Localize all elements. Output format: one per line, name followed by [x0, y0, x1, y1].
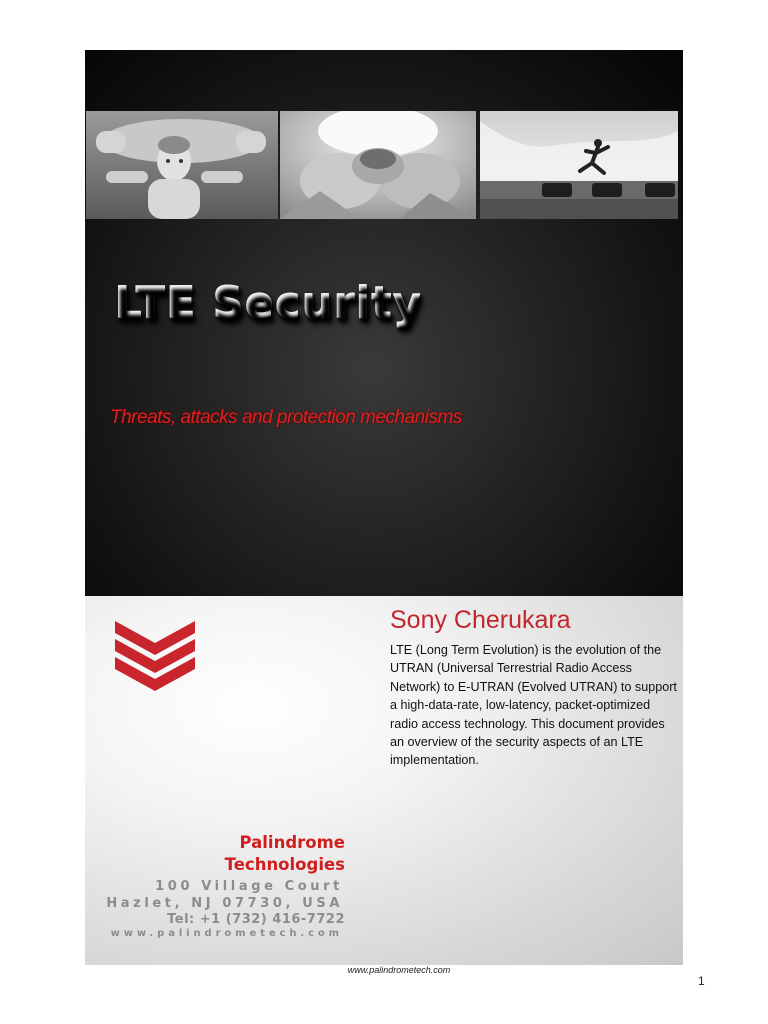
company-name	[125, 832, 345, 876]
photo-jumping-man	[480, 111, 678, 219]
company-phone: Tel: +1 (732) 416-7722	[167, 912, 345, 927]
footer-website: www.palindrometech.com	[347, 965, 451, 975]
chevron-logo-icon	[115, 621, 195, 691]
company-name-line-1: Palindrome	[239, 833, 345, 852]
abstract-text: LTE (Long Term Evolution) is the evolution of the UTRAN (Universal Terrestrial Radio Access Network) to E-UTRAN (Evolved UTRAN) to support a high-data-rate, low-latency, packet-optimized radio access technology. This document provides an overview of the security aspects of an LTE implementation.	[390, 643, 677, 768]
company-city: Hazlet, NJ 07730, USA	[106, 896, 343, 911]
photo-cupped-hands	[280, 111, 476, 219]
company-name-line-2: Technologies	[224, 855, 345, 874]
author-name: Sony Cherukara	[390, 606, 571, 634]
document-subtitle: Threats, attacks and protection mechanisms	[110, 407, 462, 428]
document-title: LTE Security	[114, 278, 422, 329]
company-website: www.palindrometech.com	[110, 928, 343, 939]
photo-muscle-boy	[86, 111, 278, 219]
info-panel	[85, 596, 683, 965]
cover-panel	[85, 50, 683, 596]
company-street: 100 Village Court	[155, 879, 343, 894]
page-number: 1	[698, 974, 705, 988]
